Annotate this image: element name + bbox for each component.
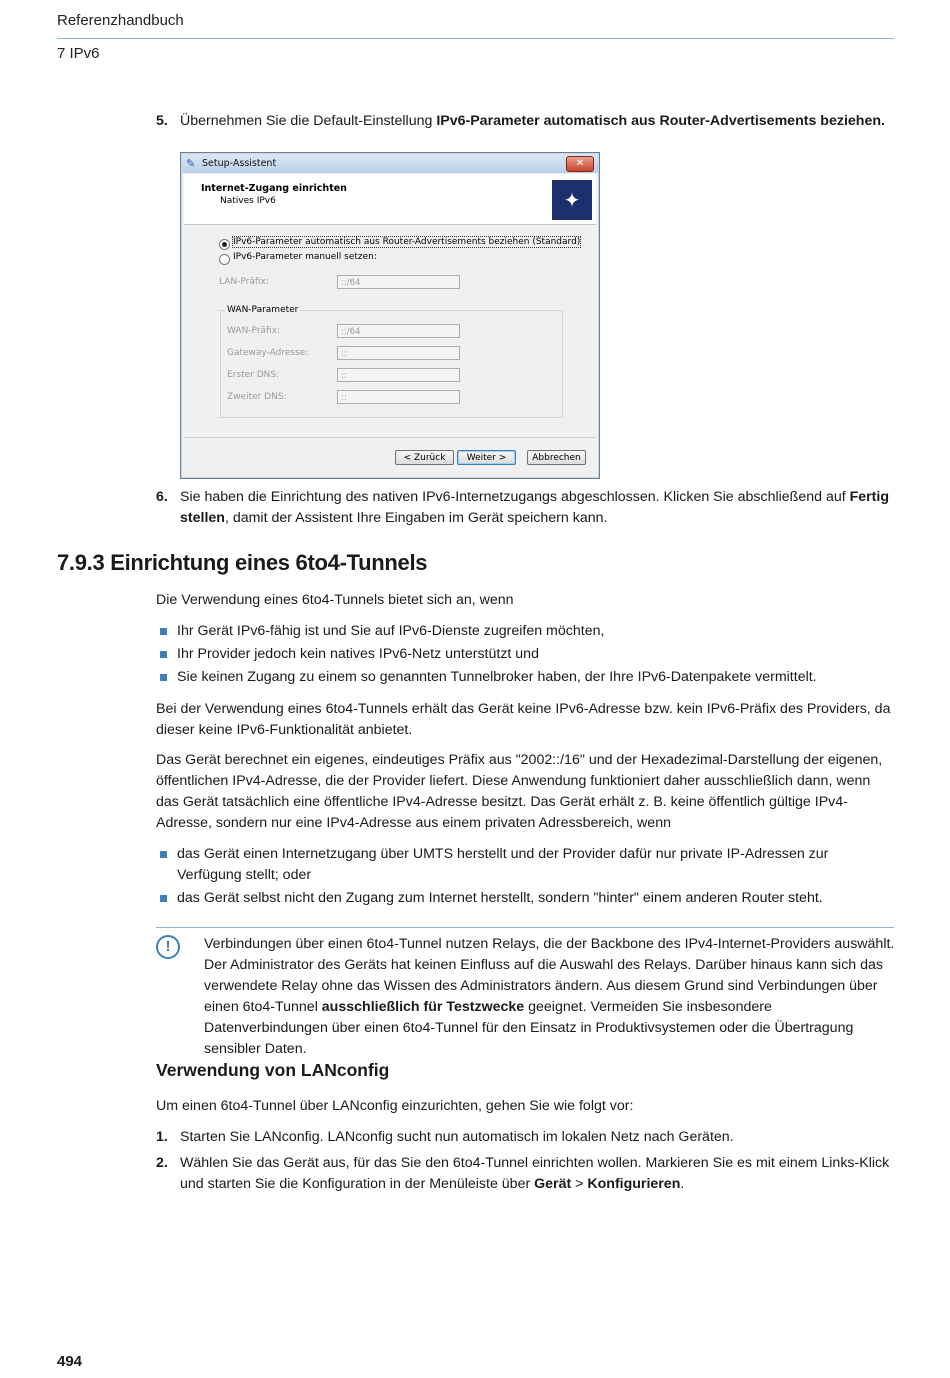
setup-assistant-dialog [180, 152, 600, 479]
note-text-plain: Verbindungen über einen 6to4-Tunnel nutzen Relays, die der Backbone des IPv4-Internet-Providers auswählt. Der Administrator des Geräts hat keinen Einfluss auf die Auswahl des Relays. Darüber hinaus kann sich das verwendete Relay ohne das Wissen des Administrators ändern. Aus diesem Grund sind Verbindungen über einen 6to4-Tunnel [204, 936, 895, 1015]
step-1 [156, 1127, 896, 1148]
list-item [156, 888, 896, 909]
step-text-plain: Übernehmen Sie die Default-Einstellung [180, 113, 437, 129]
step-text [180, 487, 896, 529]
lan-prefix-label: LAN-Präfix: [219, 277, 269, 287]
list-item [156, 844, 896, 886]
cancel-button[interactable]: Abbrechen [527, 450, 586, 465]
note-text-plain-after: geeignet. Vermeiden Sie insbesondere Datenverbindungen über einen 6to4-Tunnel für den Einsatz in Produktivsystemen oder die Übertragung sensibler Daten. [204, 999, 854, 1057]
lan-prefix-input[interactable]: ::/64 [337, 275, 460, 289]
bullet-square-icon [160, 651, 167, 658]
wan-prefix-label: WAN-Präfix: [227, 326, 281, 336]
dialog-separator [184, 437, 596, 438]
step-2 [156, 1153, 896, 1195]
menu-path-device: Gerät [534, 1176, 572, 1192]
menu-path-configure: Konfigurieren [587, 1176, 681, 1192]
menu-path-separator: > [571, 1176, 588, 1192]
dialog-title: Setup-Assistent [202, 158, 277, 169]
second-dns-input[interactable]: :: [337, 390, 460, 404]
step-text-plain: Sie haben die Einrichtung des nativen IPv6-Internetzugangs abgeschlossen. Klicken Sie abschließend auf [180, 489, 850, 505]
bullet-square-icon [160, 851, 167, 858]
dialog-titlebar [182, 154, 598, 173]
wan-prefix-input[interactable]: ::/64 [337, 324, 460, 338]
step-text: Starten Sie LANconfig. LANconfig sucht nun automatisch im lokalen Netz nach Geräten. [180, 1129, 734, 1145]
gateway-address-input[interactable]: :: [337, 346, 460, 360]
step-number: 5. [156, 113, 168, 129]
list-item [156, 644, 896, 665]
step-text [180, 111, 896, 132]
first-dns-input[interactable]: :: [337, 368, 460, 382]
paragraph: Bei der Verwendung eines 6to4-Tunnels erhält das Gerät keine IPv6-Adresse bzw. kein IPv6-Präfix des Providers, da dieser keine IPv6-Funktionalität anbietet. [156, 701, 891, 738]
note-rule [156, 927, 894, 928]
note-text-bold: ausschließlich für Testzwecke [321, 999, 525, 1015]
close-icon[interactable]: ✕ [566, 156, 594, 172]
step-6 [156, 487, 896, 529]
note-text [204, 934, 896, 1060]
step-text [180, 1153, 896, 1195]
first-dns-label: Erster DNS: [227, 370, 280, 380]
wizard-wand-icon: ✎ [186, 157, 196, 170]
step-text-bold: IPv6-Parameter automatisch aus Router-Advertisements beziehen. [436, 113, 885, 129]
radio-manual-params[interactable] [219, 254, 230, 265]
list-item-text: Ihr Gerät IPv6-fähig ist und Sie auf IPv6-Dienste zugreifen möchten, [177, 623, 605, 639]
list-item [156, 621, 896, 642]
radio-auto-params-label[interactable]: IPv6-Parameter automatisch aus Router-Advertisements beziehen (Standard) [233, 237, 581, 247]
gateway-address-label: Gateway-Adresse: [227, 348, 309, 358]
section-heading: 7.9.3 Einrichtung eines 6to4-Tunnels [57, 550, 428, 575]
paragraph: Das Gerät berechnet ein eigenes, eindeutiges Präfix aus "2002::/16" und der Hexadezimal-Darstellung der eigenen, öffentlichen IPv4-Adresse, die der Provider liefert. Diese Anwendung funktioniert daher ausschließlich dann, wenn das Gerät tatsächlich eine öffentliche IPv4-Adresse besitzt. Das Gerät erhält z. B. keine öffentlich gültige IPv4-Adresse, sondern nur eine IPv4-Adresse aus einem privaten Adressbereich, wenn [156, 752, 883, 831]
list-item-text: Ihr Provider jedoch kein natives IPv6-Netz unterstützt und [177, 646, 539, 662]
dialog-heading: Internet-Zugang einrichten [201, 183, 347, 194]
second-dns-label: Zweiter DNS: [227, 392, 287, 402]
bullet-square-icon [160, 628, 167, 635]
radio-auto-params[interactable] [219, 239, 230, 250]
step-number: 6. [156, 489, 168, 505]
running-header-title: Referenzhandbuch [57, 12, 184, 29]
list-item-text: das Gerät selbst nicht den Zugang zum Internet herstellt, sondern "hinter" einem anderen Router steht. [177, 890, 823, 906]
list-item-text: Sie keinen Zugang zu einem so genannten Tunnelbroker haben, der Ihre IPv6-Datenpakete vermittelt. [177, 669, 817, 685]
step-number: 2. [156, 1155, 168, 1171]
dialog-subheading: Natives IPv6 [220, 196, 276, 206]
dialog-banner [184, 174, 596, 225]
running-header-chapter: 7 IPv6 [57, 45, 100, 62]
subsection-heading: Verwendung von LANconfig [156, 1060, 390, 1080]
bullet-square-icon [160, 895, 167, 902]
list-item [156, 667, 896, 688]
step-5 [156, 111, 896, 132]
section-intro: Die Verwendung eines 6to4-Tunnels bietet sich an, wenn [156, 592, 514, 608]
back-button[interactable]: < Zurück [395, 450, 454, 465]
step-number: 1. [156, 1129, 168, 1145]
wizard-icon: ✦ [552, 180, 592, 220]
bullet-square-icon [160, 674, 167, 681]
step-text-plain-after: , damit der Assistent Ihre Eingaben im Gerät speichern kann. [224, 510, 608, 526]
page-number: 494 [57, 1353, 83, 1370]
step-text-plain-after: . [680, 1176, 685, 1192]
step-text-plain: Wählen Sie das Gerät aus, für das Sie den 6to4-Tunnel einrichten wollen. Markieren Sie es mit einem Links-Klick und starten Sie die Konfiguration in der Menüleiste über [180, 1155, 890, 1192]
warning-icon: ! [156, 935, 180, 959]
wan-parameter-group-title: WAN-Parameter [227, 305, 299, 315]
radio-manual-params-label[interactable]: IPv6-Parameter manuell setzen: [233, 252, 377, 262]
header-rule [57, 38, 894, 39]
step-text-bold: Fertig stellen [180, 489, 890, 526]
list-item-text: das Gerät einen Internetzugang über UMTS herstellt und der Provider dafür nur private IP-Adressen zur Verfügung stellt; oder [177, 846, 829, 883]
subsection-intro: Um einen 6to4-Tunnel über LANconfig einzurichten, gehen Sie wie folgt vor: [156, 1098, 634, 1114]
next-button[interactable]: Weiter > [457, 450, 516, 465]
